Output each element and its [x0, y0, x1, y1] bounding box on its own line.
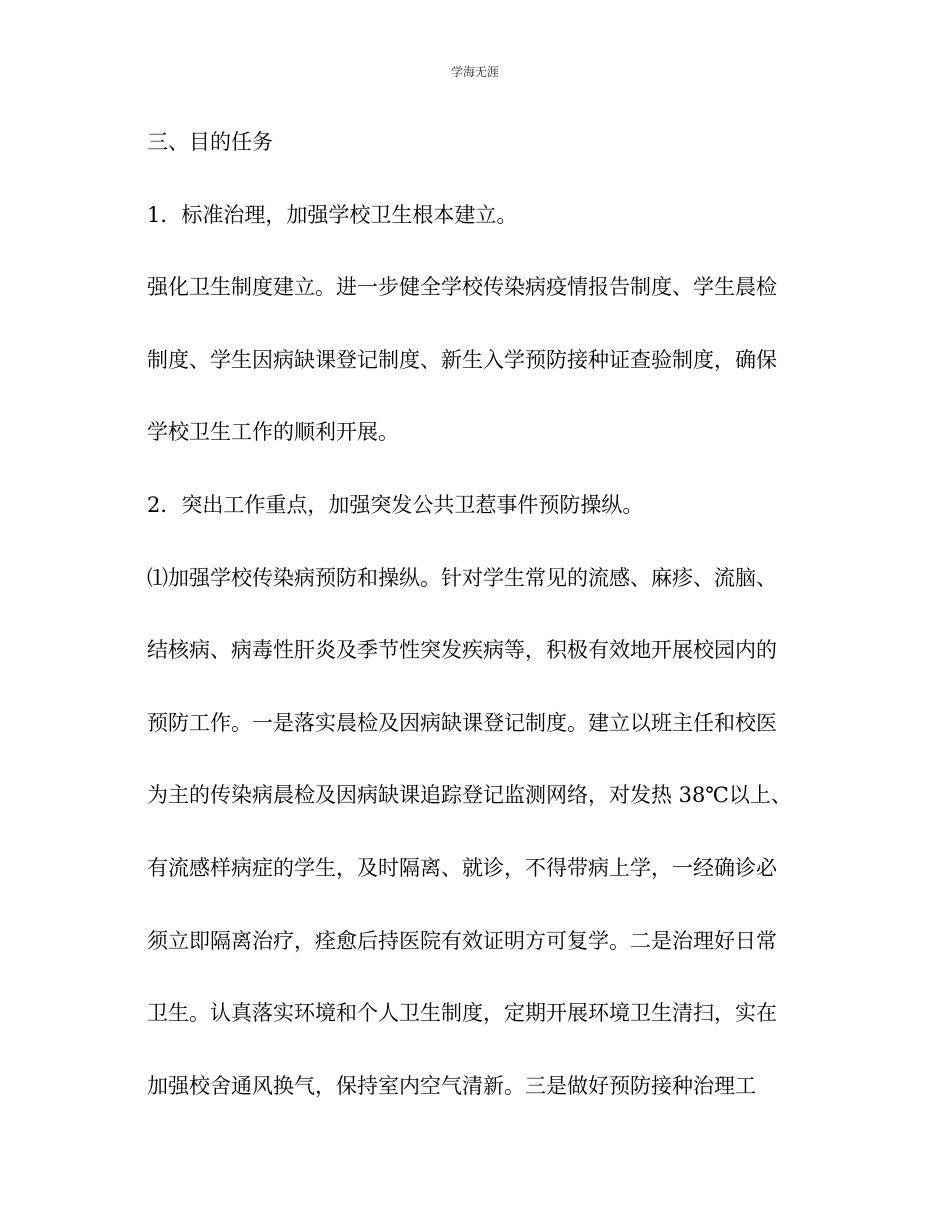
paragraph-line: 结核病、病毒性肝炎及季节性突发疾病等，积极有效地开展校园内的 — [147, 638, 777, 663]
subheading-1: 1．标准治理，加强学校卫生根本建立。 — [147, 202, 518, 227]
subheading-2: 2．突出工作重点，加强突发公共卫惹事件预防操纵。 — [147, 492, 644, 517]
document-body — [147, 118, 807, 1134]
paragraph-line: 须立即隔离治疗，痊愈后持医院有效证明方可复学。二是治理好日常 — [147, 928, 777, 953]
paragraph-line: 预防工作。一是落实晨检及因病缺课登记制度。建立以班主任和校医 — [147, 710, 777, 735]
paragraph-line: ⑴加强学校传染病预防和操纵。针对学生常见的流感、麻疹、流脑、 — [147, 565, 777, 590]
section-heading: 三、目的任务 — [147, 130, 273, 154]
paragraph-line: 有流感样病症的学生，及时隔离、就诊，不得带病上学，一经确诊必 — [147, 855, 777, 880]
paragraph-line: 卫生。认真落实环境和个人卫生制度，定期开展环境卫生清扫，实在 — [147, 1001, 777, 1026]
paragraph-line: 学校卫生工作的顺利开展。 — [147, 420, 399, 445]
paragraph-line: 强化卫生制度建立。进一步健全学校传染病疫情报告制度、学生晨检 — [147, 275, 777, 300]
paragraph-line: 加强校舍通风换气，保持室内空气清新。三是做好预防接种治理工 — [147, 1073, 756, 1098]
page-header: 学海无涯 — [450, 65, 499, 79]
paragraph-line: 制度、学生因病缺课登记制度、新生入学预防接种证查验制度，确保 — [147, 347, 777, 372]
paragraph-line: 为主的传染病晨检及因病缺课追踪登记监测网络，对发热 38℃以上、 — [147, 783, 792, 808]
